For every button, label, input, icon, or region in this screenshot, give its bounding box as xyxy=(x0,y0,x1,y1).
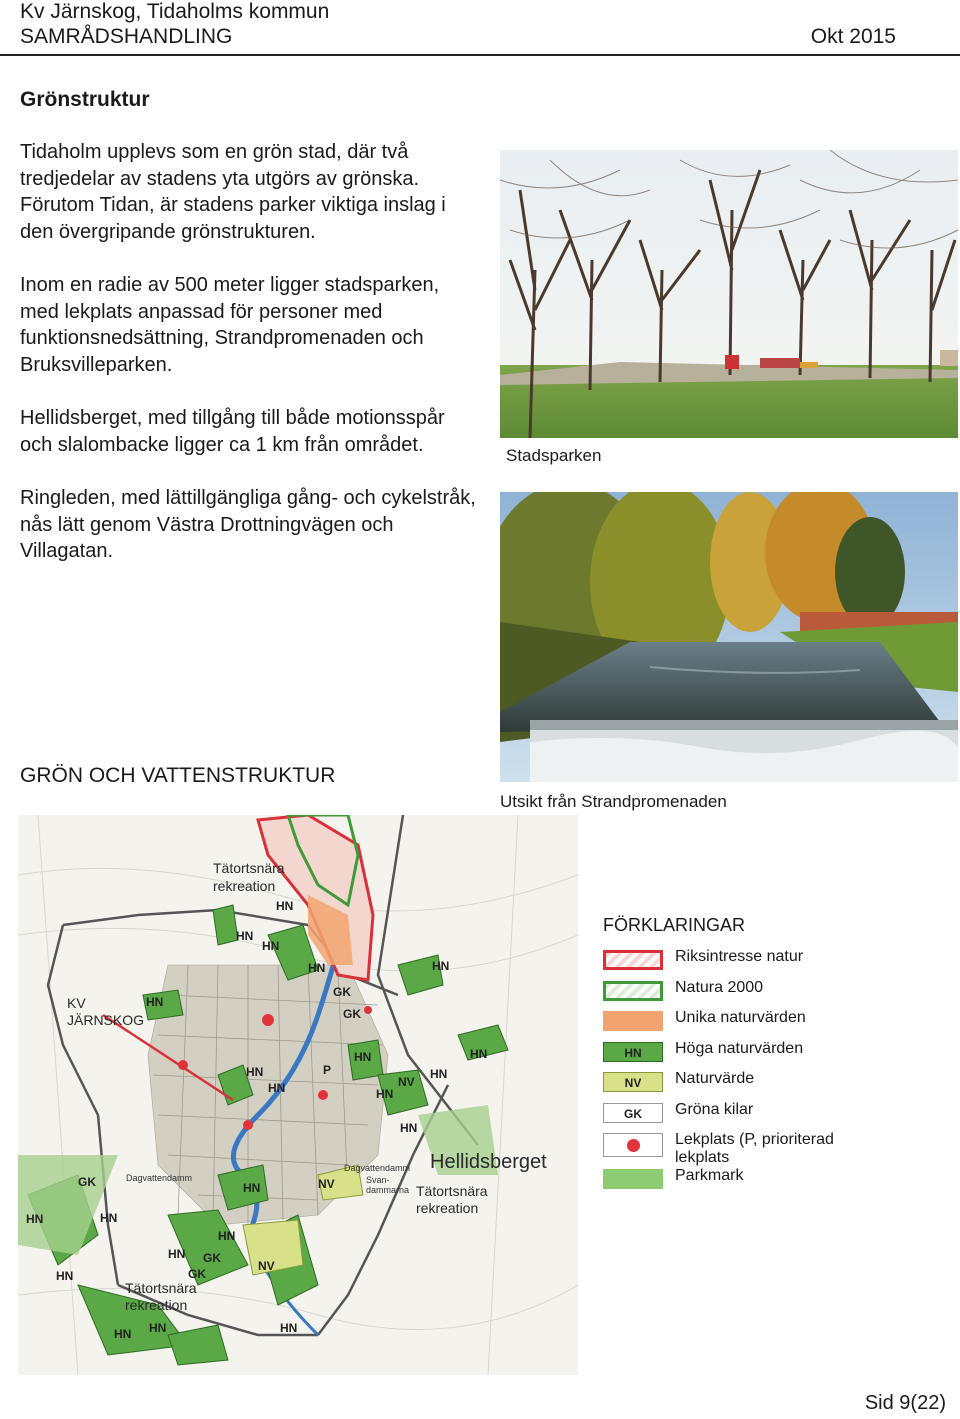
map-code-hn: HN xyxy=(308,961,326,975)
map-code-gk: GK xyxy=(188,1267,206,1281)
map-label-svandammarna: Svan- dammarna xyxy=(366,1175,410,1195)
map-label-jarnskog: JÄRNSKOG xyxy=(67,1012,145,1028)
map-code-p: P xyxy=(323,1063,332,1077)
legend-label: Parkmark xyxy=(675,1167,744,1184)
legend-swatch-lekplats xyxy=(603,1133,663,1157)
body-text xyxy=(20,139,480,592)
legend-label: Lekplats (P, prioriterad lekplats xyxy=(675,1131,834,1166)
map-code-hn: HN xyxy=(218,1229,236,1243)
legend-swatch-unika xyxy=(603,1011,663,1031)
paragraph: Ringleden, med lättillgängliga gång- och cykelstråk, nås lätt genom Västra Drottningvägen och Villagatan. xyxy=(20,487,476,562)
legend-label: Unika naturvärden xyxy=(675,1009,806,1026)
map-title: GRÖN OCH VATTENSTRUKTUR xyxy=(20,764,336,787)
map-code-hn: HN xyxy=(168,1247,186,1261)
legend-swatch-grona-kilar: GK xyxy=(603,1103,663,1123)
map-code-gk: GK xyxy=(78,1175,96,1189)
green-water-structure-map xyxy=(18,815,578,1375)
legend-label: Gröna kilar xyxy=(675,1100,754,1118)
map-code-hn: HN xyxy=(114,1327,132,1341)
document-status: SAMRÅDSHANDLING xyxy=(20,25,233,48)
section-title: Grönstruktur xyxy=(20,88,150,111)
map-code-nv: NV xyxy=(398,1075,415,1089)
page-number: Sid 9(22) xyxy=(864,1392,946,1414)
map-code-gk: GK xyxy=(333,985,351,999)
map-code-hn: HN xyxy=(243,1181,261,1195)
legend-item xyxy=(603,1009,948,1040)
legend-item xyxy=(603,1040,948,1071)
legend-item xyxy=(603,1131,948,1167)
photo-strandpromenaden xyxy=(500,492,958,782)
legend-item xyxy=(603,948,948,979)
legend-swatch-natura xyxy=(603,981,663,1001)
page-header xyxy=(20,0,896,52)
map-code-hn: HN xyxy=(276,899,294,913)
paragraph: Hellidsberget, med tillgång till både motionsspår och slalombacke ligger ca 1 km från området. xyxy=(20,407,445,456)
legend-swatch-hoga: HN xyxy=(603,1042,663,1062)
map-legend xyxy=(603,915,948,1198)
map-label-kv: KV xyxy=(67,995,86,1011)
map-code-nv: NV xyxy=(318,1177,335,1191)
map-label-recreation: rekreation xyxy=(416,1200,479,1216)
map-label-hellidsberget: Hellidsberget xyxy=(430,1151,547,1173)
legend-item xyxy=(603,979,948,1010)
map-code-hn: HN xyxy=(432,959,450,973)
document-title: Kv Järnskog, Tidaholms kommun xyxy=(20,0,330,23)
legend-item xyxy=(603,1167,948,1198)
map-code-gk: GK xyxy=(203,1251,221,1265)
document-date: Okt 2015 xyxy=(810,25,896,48)
map-code-nv: NV xyxy=(258,1259,275,1273)
map-label-recreation: rekreation xyxy=(213,878,276,894)
map-code-hn: HN xyxy=(236,929,254,943)
photo-caption: Stadsparken xyxy=(506,446,602,465)
legend-item xyxy=(603,1101,948,1132)
map-code-hn: HN xyxy=(100,1211,118,1225)
legend-title: FÖRKLARINGAR xyxy=(603,915,746,935)
legend-swatch-naturvarde: NV xyxy=(603,1072,663,1092)
map-label-recreation: Tätortsnära xyxy=(416,1183,488,1199)
map-code-hn: HN xyxy=(146,995,164,1009)
legend-label: Naturvärde xyxy=(675,1070,755,1087)
photo-caption: Utsikt från Strandpromenaden xyxy=(500,792,727,811)
map-code-hn: HN xyxy=(246,1065,264,1079)
map-code-hn: HN xyxy=(400,1121,418,1135)
map-code-hn: HN xyxy=(354,1050,372,1064)
map-code-gk: GK xyxy=(343,1007,361,1021)
paragraph: Tidaholm upplevs som en grön stad, där två tredjedelar av stadens yta utgörs av grönska. Förutom Tidan, är stadens parker viktiga inslag i den övergripande grönstrukturen. xyxy=(20,141,446,243)
legend-label: Natura 2000 xyxy=(675,978,764,996)
legend-label: Höga naturvärden xyxy=(675,1039,804,1057)
map-code-hn: HN xyxy=(376,1087,394,1101)
map-code-hn: HN xyxy=(262,939,280,953)
map-code-hn: HN xyxy=(149,1321,167,1335)
legend-swatch-riksintresse xyxy=(603,950,663,970)
map-label-recreation: Tätortsnära xyxy=(213,860,285,876)
map-code-hn: HN xyxy=(26,1212,44,1226)
map-code-hn: HN xyxy=(268,1081,286,1095)
map-code-hn: HN xyxy=(430,1067,448,1081)
map-code-hn: HN xyxy=(280,1321,298,1335)
legend-label: Riksintresse natur xyxy=(675,948,804,965)
map-graphic xyxy=(18,815,578,1375)
legend-swatch-parkmark xyxy=(603,1169,663,1189)
map-code-hn: HN xyxy=(56,1269,74,1283)
photo-stadsparken xyxy=(500,150,958,438)
map-label-dagvattendamm: Dagvattendamm xyxy=(126,1173,193,1183)
playground-marker-icon xyxy=(627,1139,640,1152)
map-label-recreation: rekreation xyxy=(125,1297,188,1313)
map-label-recreation: Tätortsnära xyxy=(125,1280,197,1296)
map-code-hn: HN xyxy=(470,1047,488,1061)
header-rule xyxy=(0,54,960,56)
map-label-dagvattendamm: Dagvattendamm xyxy=(344,1163,411,1173)
paragraph: Inom en radie av 500 meter ligger stadsparken, med lekplats anpassad för personer med funktionsnedsättning, Strandpromenaden och Bruksvilleparken. xyxy=(20,274,440,376)
legend-item xyxy=(603,1070,948,1101)
